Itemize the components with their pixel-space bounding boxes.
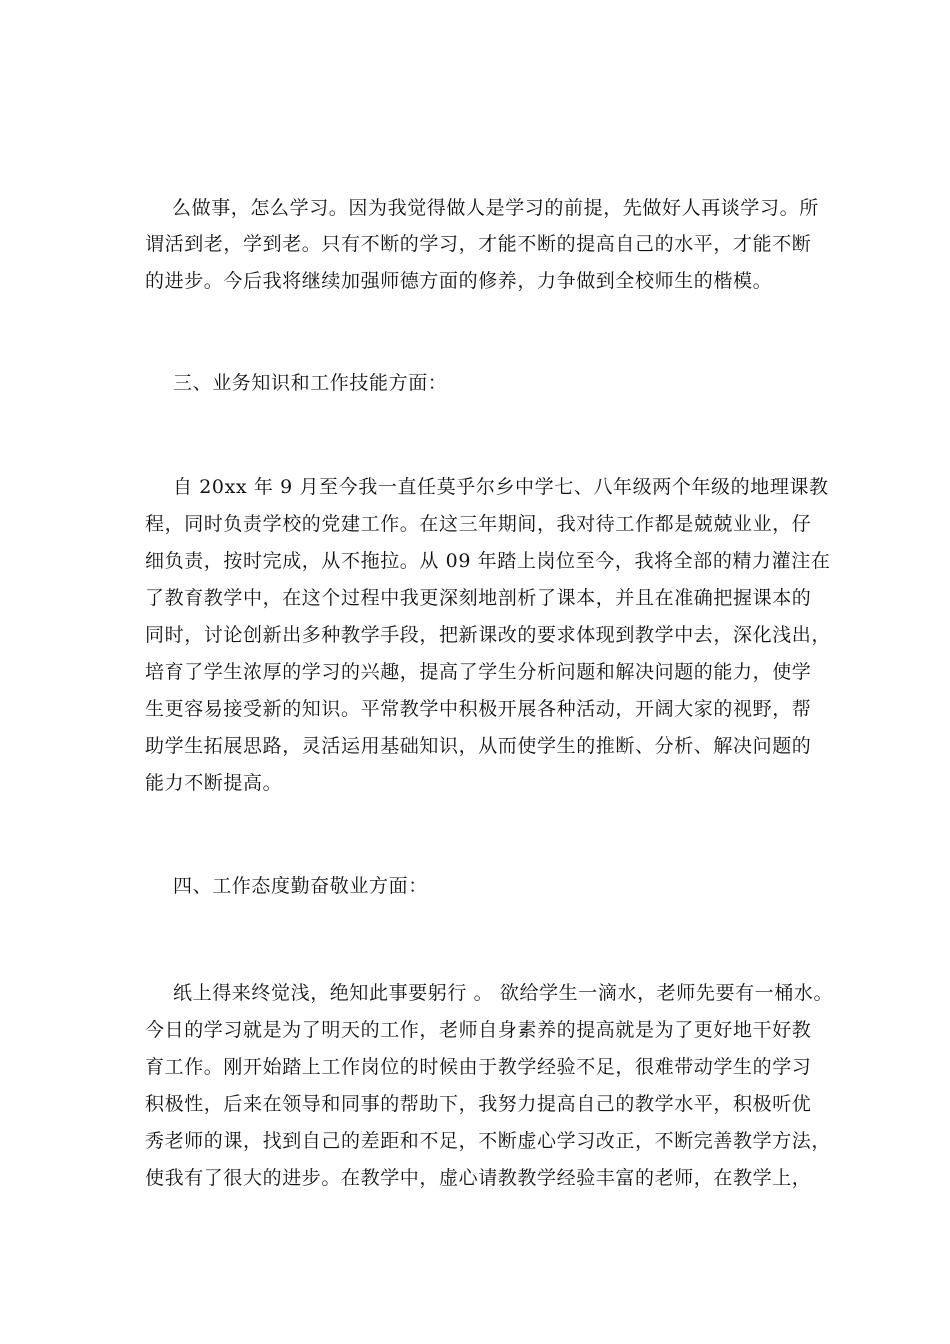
paragraph-2-line-7: 生更容易接受新的知识。平常教学中积极开展各种活动，开阔大家的视野，帮 xyxy=(145,698,812,720)
paragraph-3-line-4: 积极性，后来在领导和同事的帮助下，我努力提高自己的教学水平，积极听优 xyxy=(145,1093,812,1115)
paragraph-3-line-3: 育工作。刚开始踏上工作岗位的时候由于教学经验不足，很难带动学生的学习 xyxy=(145,1056,812,1078)
paragraph-2-line-9: 能力不断提高。 xyxy=(145,772,283,794)
paragraph-1-line-3: 的进步。今后我将继续加强师德方面的修养，力争做到全校师生的楷模。 xyxy=(145,270,773,292)
paragraph-3-line-6: 使我有了很大的进步。在教学中，虚心请教教学经验丰富的老师，在教学上， xyxy=(145,1167,812,1189)
paragraph-3-line-2: 今日的学习就是为了明天的工作，老师自身素养的提高就是为了更好地干好教 xyxy=(145,1019,812,1041)
paragraph-2-line-6: 培育了学生浓厚的学习的兴趣，提高了学生分析问题和解决问题的能力，使学 xyxy=(145,661,812,683)
paragraph-2-line-3: 细负责，按时完成，从不拖拉。从 09 年踏上岗位至今，我将全部的精力灌注在 xyxy=(145,550,831,572)
paragraph-2-line-4: 了教育教学中，在这个过程中我更深刻地剖析了课本，并且在准确把握课本的 xyxy=(145,587,812,609)
paragraph-1-line-1: 么做事，怎么学习。因为我觉得做人是学习的前提，先做好人再谈学习。所 xyxy=(172,197,819,219)
paragraph-3-line-5: 秀老师的课，找到自己的差距和不足，不断虚心学习改正，不断完善教学方法， xyxy=(145,1130,832,1152)
paragraph-1-line-2: 谓活到老，学到老。只有不断的学习，才能不断的提高自己的水平，才能不断 xyxy=(145,233,812,255)
paragraph-2-line-1: 自 20xx 年 9 月至今我一直任莫乎尔乡中学七、八年级两个年级的地理课教 xyxy=(173,476,829,498)
paragraph-2-line-2: 程，同时负责学校的党建工作。在这三年期间，我对待工作都是兢兢业业，仔 xyxy=(145,513,812,535)
paragraph-2-line-5: 同时，讨论创新出多种教学手段，把新课改的要求体现到教学中去，深化浅出， xyxy=(145,624,832,646)
paragraph-2-line-8: 助学生拓展思路，灵活运用基础知识，从而使学生的推断、分析、解决问题的 xyxy=(145,735,812,757)
section-heading-4: 四、工作态度勤奋敬业方面： xyxy=(173,875,428,897)
section-heading-3: 三、业务知识和工作技能方面： xyxy=(173,372,448,394)
paragraph-3-line-1: 纸上得来终觉浅，绝知此事要躬行 。 欲给学生一滴水，老师先要有一桶水。 xyxy=(173,982,834,1004)
